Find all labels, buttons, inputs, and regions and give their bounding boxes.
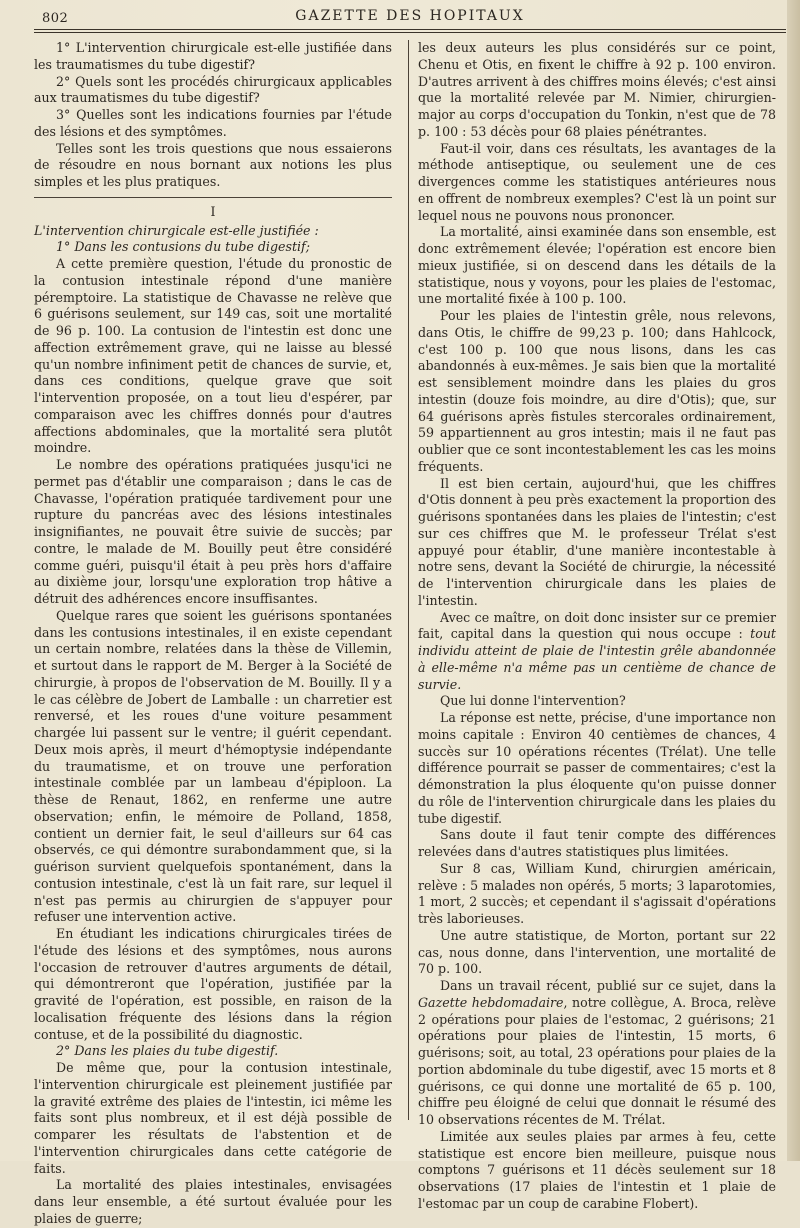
paragraph: Quelque rares que soient les guérisons spontanées dans les contusions intestinales, il en existe cependant un certain nombre, relatées dans la thèse de Villemin, et surtout dans le rapport de M. Berger à la Société de chirurgie, à propos de l'observation de M. Bouilly. Il y a le cas célèbre de Jobert de Lamballe : un charretier est renversé, et les roues d'une voiture pesamment chargée lui passent sur le ventre; il guérit cependant. Deux mois après, il meurt d'hémoptysie indépendante du traumatisme, et on trouve une perforation intestinale comblée par un lambeau d'épiploon. La thèse de Renaut, 1862, en renferme une autre observation; enfin, le mémoire de Polland, 1858, contient un dernier fait, le seul d'ailleurs sur 64 cas observés, ce qui démontre surabondamment que, si la guérison survient quelquefois spontanément, dans la contusion intestinale, c'est là un fait rare, sur lequel il n'est pas permis au chirurgien de s'appuyer pour refuser une intervention active. [34,607,392,925]
section-divider [34,197,392,198]
section-number: I [210,203,216,219]
paragraph-text: , notre collègue, A. Broca, relève 2 opérations pour plaies de l'estomac, 2 guérisons; 21 opérations pour plaies de l'intestin, 15 morts, 6 guérisons; soit, au total, 23 opérations pour plaies de la portion abdominale du tube digestif, avec 15 morts et 8 guérisons, ce qui donne une mortalité de 65 p. 100, chiffre peu éloigné de celui que donnait le résumé des 10 observations récentes de M. Trélat. [418,994,776,1127]
paragraph: Pour les plaies de l'intestin grêle, nous relevons, dans Otis, le chiffre de 99,23 p. 100; dans Hahlcock, c'est 100 p. 100 que nous lisons, dans les cas abandonnés à eux-mêmes. Je sais bien que la mortalité est sensiblement moindre dans les plaies du gros intestin (douze fois moindre, au dire d'Otis); que, sur 64 guérisons après fistules stercorales ordinairement, 59 appartiennent au gros intestin; mais il ne faut pas oublier que ce sont incontestablement les cas les moins fréquents. [418,308,776,474]
paragraph: Sans doute il faut tenir compte des différences relevées dans d'autres statistiques plus limitées. [418,827,776,859]
question-2: 2° Quels sont les procédés chirurgicaux applicables aux traumatismes du tube digestif? [34,73,392,106]
section-title [34,223,392,240]
paragraph-text: Avec ce maître, on doit donc insister sur ce premier fait, capital dans la question qui nous occupe : [418,609,776,642]
header-rule-double [34,32,786,33]
paragraph: La mortalité des plaies intestinales, envisagées dans leur ensemble, a été surtout évaluée pour les plaies de guerre; [34,1177,392,1226]
paragraph: De même que, pour la contusion intestinale, l'intervention chirurgicale est pleinement justifiée par la gravité extrême des plaies de l'intestin, ici même les faits sont plus nombreux, et il est déjà possible de comparer les résultats de l'abstention et de l'intervention chirurgicales dans cette catégorie de faits. [34,1060,392,1176]
header-rule [34,29,786,30]
page-edge [787,0,800,1161]
page-header [30,6,790,28]
paragraph: Le nombre des opérations pratiquées jusqu'ici ne permet pas d'établir une comparaison ; dans le cas de Chavasse, l'opération pratiquée tardivement pour une rupture du pancréas avec des lésions intestinales insignifiantes, ne pouvait être suivie de succès; par contre, le malade de M. Bouilly peut être considéré comme guéri, puisqu'il était à peu près hors d'affaire au dixième jour, lorsqu'une exploration trop hâtive a détruit des adhérences encore insuffisantes. [34,457,392,606]
subsection-plaies-text: 2° Dans les plaies du tube digestif. [56,1043,279,1059]
paragraph: les deux auteurs les plus considérés sur ce point, Chenu et Otis, en fixent le chiffre à 92 p. 100 environ. D'autres arrivent à des chiffres moins élevés; c'est ainsi que la mortalité relevée par M. Nimier, chirurgien-major au corps d'occupation du Tonkin, n'est que de 78 p. 100 : 53 décès pour 68 plaies pénétrantes. [418,40,776,139]
subsection-plaies [34,1043,392,1060]
subsection-contusions [34,239,392,256]
section-title-text: L'intervention chirurgicale est-elle justifiée : [34,222,319,238]
question-1: 1° L'intervention chirurgicale est-elle justifiée dans les traumatismes du tube digestif? [34,40,392,72]
paragraph: Une autre statistique, de Morton, portant sur 22 cas, nous donne, dans l'intervention, une mortalité de 70 p. 100. [418,927,776,977]
running-title: GAZETTE DES HOPITAUX [295,8,525,24]
column-divider [408,40,409,1120]
emphasized-text: tout individu atteint de plaie de l'intestin grêle abandonnée à elle-même n'a même pas un centième de chance de survie. [418,626,776,692]
paragraph: Il est bien certain, aujourd'hui, que les chiffres d'Otis donnent à peu près exactement la proportion des guérisons spontanées dans les plaies de l'intestin; c'est sur ces chiffres que M. le professeur Trélat s'est appuyé pour établir, d'une manière incontestable à notre sens, devant la Société de chirurgie, la nécessité de l'intervention chirurgicale dans les plaies de l'intestin. [418,475,776,608]
paragraph: A cette première question, l'étude du pronostic de la contusion intestinale répond d'une manière péremptoire. La statistique de Chavasse ne relève que 6 guérisons seulement, sur 149 cas, soit une mortalité de 96 p. 100. La contusion de l'intestin est donc une affection extrêmement grave, qui ne laisse au blessé qu'un nombre infiniment petit de chances de survie, et, dans ces conditions, quelque grave que soit l'intervention proposée, on a tout lieu d'espérer, par comparaison avec les chiffres donnés pour d'autres affections abdominales, que la mortalité sera plutôt moindre. [34,256,392,456]
intro-paragraph: Telles sont les trois questions que nous essaierons de résoudre en nous bornant aux notions les plus simples et les plus pratiques. [34,140,392,189]
paragraph: En étudiant les indications chirurgicales tirées de l'étude des lésions et des symptômes, nous aurons l'occasion de retrouver d'autres arguments de détail, qui démontreront que l'opération, justifiée par la gravité de l'opération, est possible, en raison de la localisation fréquente des lésions dans la région contuse, et de la possibilité du diagnostic. [34,926,392,1042]
paragraph: La réponse est nette, précise, d'une importance non moins capitale : Environ 40 centièmes de chances, 4 succès sur 10 opérations récentes (Trélat). Une telle différence pourrait se passer de commentaires; c'est la démonstration la plus éloquente qu'on puisse donner du rôle de l'intervention chirurgicale dans les plaies du tube digestif. [418,710,776,826]
paragraph: Faut-il voir, dans ces résultats, les avantages de la méthode antiseptique, ou seulement une de ces divergences comme les statistiques antérieures nous en offrent de nombreux exemples? C'est là un point sur lequel nous ne pouvons nous prononcer. [418,140,776,223]
paragraph [418,978,776,1129]
subsection-contusions-text: 1° Dans les contusions du tube digestif; [56,239,310,255]
paragraph: Que lui donne l'intervention? [440,693,626,709]
paragraph: Sur 8 cas, William Kund, chirurgien américain, relève : 5 malades non opérés, 5 morts; 3 laparotomies, 1 mort, 2 succès; et cependant il s'agissait d'opérations très laborieuses. [418,860,776,926]
paragraph-text: Dans un travail récent, publié sur ce sujet, dans la [440,978,776,993]
page-number: 802 [42,11,69,26]
left-column [34,40,392,1228]
paragraph: Limitée aux seules plaies par armes à feu, cette statistique est encore bien meilleure, puisque nous comptons 7 guérisons et 11 décès seulement sur 18 observations (17 plaies de l'intestin et 1 plaie de l'estomac par un coup de carabine Flobert). [418,1128,776,1211]
paragraph: La mortalité, ainsi examinée dans son ensemble, est donc extrêmement élevée; l'opération est encore bien mieux justifiée, si on descend dans les détails de la statistique, nous y voyons, pour les plaies de l'estomac, une mortalité fixée à 100 p. 100. [418,224,776,307]
journal-title: Gazette hebdomadaire [418,994,564,1010]
question-3: 3° Quelles sont les indications fournies par l'étude des lésions et des symptômes. [34,107,392,139]
right-column [418,40,776,1213]
paragraph [418,610,776,694]
